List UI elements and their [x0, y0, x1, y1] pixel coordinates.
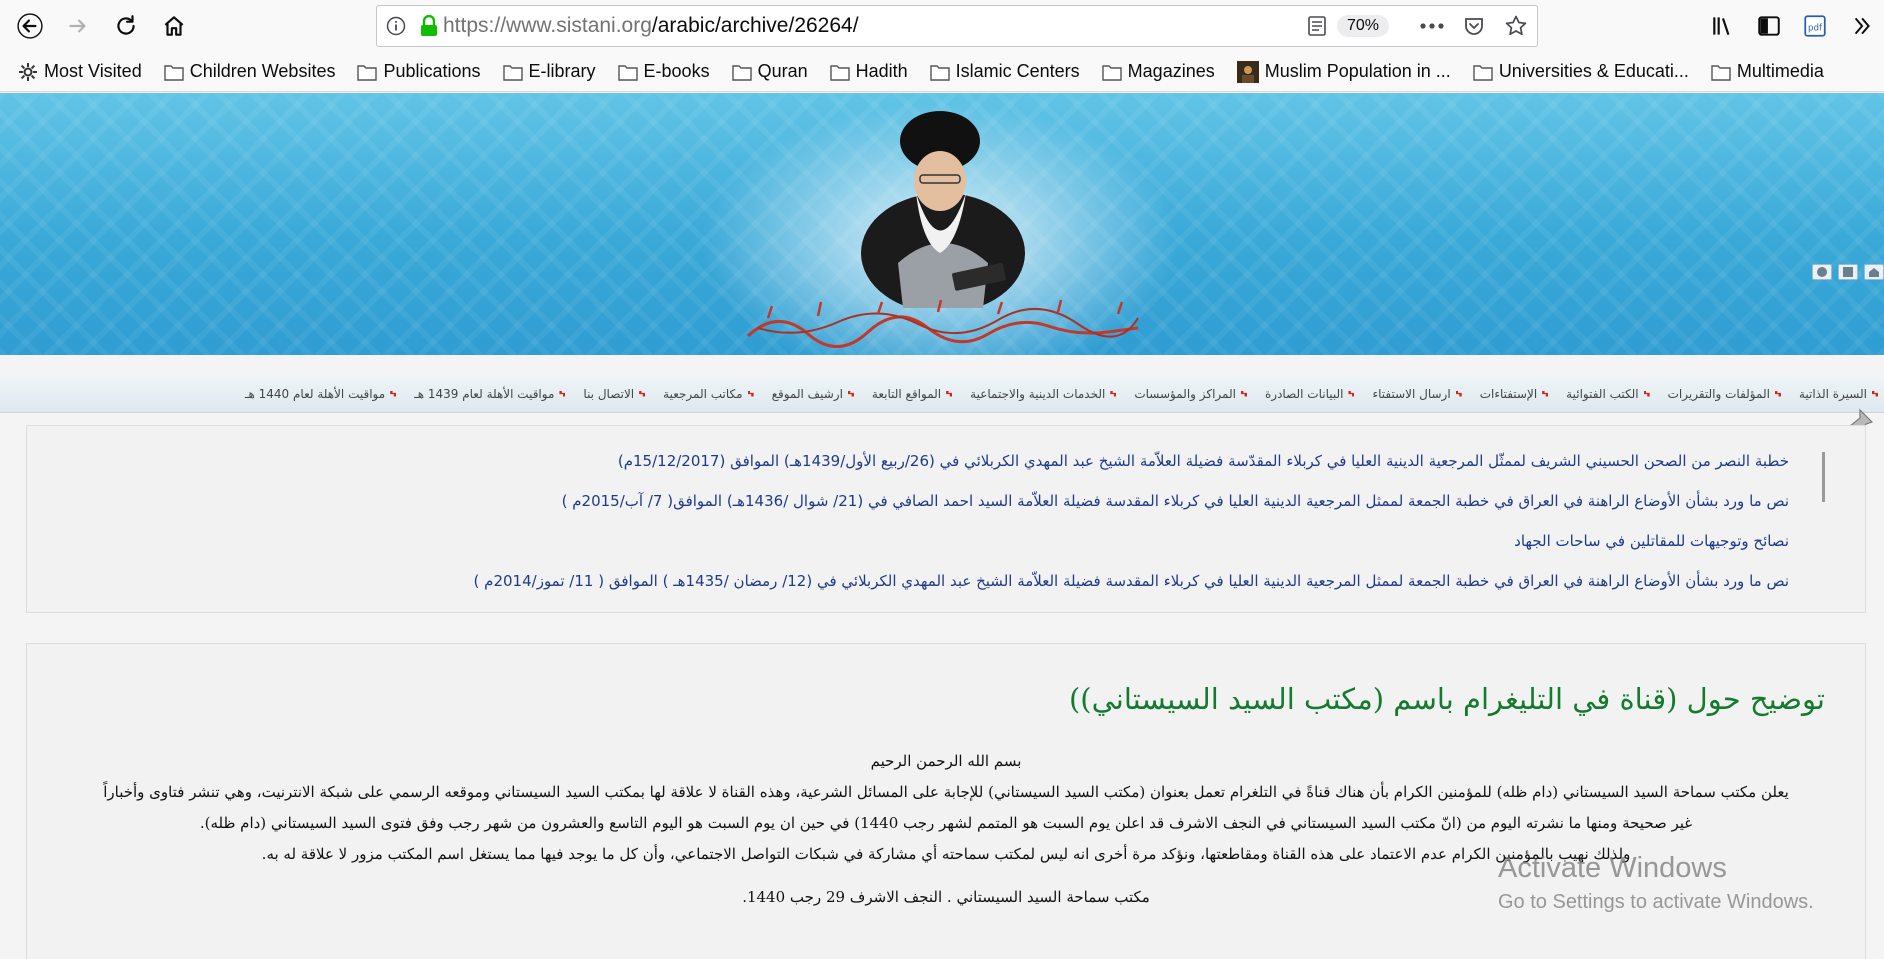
bookmark-label: Islamic Centers: [955, 61, 1080, 81]
folder-icon: [164, 63, 184, 81]
back-button[interactable]: [10, 6, 50, 46]
bookmark-muslim-population[interactable]: [1237, 61, 1451, 83]
menu-bullet-icon: [1872, 391, 1878, 397]
site-calligraphy-logo: [738, 298, 1148, 348]
menu-bullet-icon: [1348, 391, 1354, 397]
bookmark-folder-e-library[interactable]: [503, 61, 596, 82]
menu-item-works[interactable]: [1668, 387, 1781, 401]
menu-item-biography[interactable]: [1799, 387, 1878, 401]
bookmark-label: Quran: [757, 61, 808, 81]
url-text[interactable]: [443, 14, 1297, 38]
globe-icon[interactable]: [1812, 264, 1832, 280]
menu-item-offices[interactable]: [663, 387, 753, 401]
menu-item-statements[interactable]: [1265, 387, 1354, 401]
folder-icon: [830, 63, 850, 81]
menu-item-label: السيرة الذاتية: [1798, 386, 1867, 401]
folder-icon: [1473, 63, 1493, 81]
forward-arrow-icon: [65, 13, 91, 39]
bookmark-most-visited[interactable]: [18, 61, 142, 82]
menu-bullet-icon: [1241, 391, 1247, 397]
menu-item-label: مواقيت الأهلة لعام 1440 هـ: [244, 386, 386, 401]
menu-item-centers[interactable]: [1134, 387, 1247, 401]
info-icon[interactable]: [377, 16, 415, 36]
bookmark-star-icon[interactable]: [1495, 14, 1537, 38]
site-favicon-icon: [1237, 61, 1259, 83]
menu-item-fatwa-books[interactable]: [1566, 387, 1649, 401]
article-paragraph: ولذلك نهيب بالمؤمنين الكرام عدم الاعتماد على هذه القناة ومقاطعتها، ونؤكد مرة أخرى انه ليس لمكتب سماحته أي مشاركة في شبكات التواصل الاجتماعي، وأن كل ما يوجد فيها مما يستغل اسم المكتب مزور لا علاقة له به.: [261, 845, 1631, 863]
article-signature: مكتب سماحة السيد السيستاني . النجف الاشرف 29 رجب 1440.: [742, 888, 1150, 906]
bookmark-folder-children-websites[interactable]: [164, 61, 336, 82]
menu-item-archive[interactable]: [772, 387, 854, 401]
rss-icon[interactable]: [1838, 264, 1858, 280]
menu-bullet-icon: [748, 391, 754, 397]
svg-text:pdf: pdf: [1807, 23, 1823, 34]
activate-windows-watermark: [1498, 852, 1814, 914]
menu-bullet-icon: [1775, 391, 1781, 397]
bookmark-label: E-books: [643, 61, 710, 81]
library-icon: [1710, 13, 1736, 39]
menu-item-label: مكاتب المرجعية: [663, 386, 743, 401]
browser-toolbar: [0, 0, 1884, 52]
archive-ticker-box: [26, 425, 1866, 613]
bookmark-folder-magazines[interactable]: [1102, 61, 1215, 82]
menu-bullet-icon: [1456, 391, 1462, 397]
folder-icon: [732, 63, 752, 81]
reader-view-icon[interactable]: [1297, 15, 1337, 37]
watermark-subtitle: Go to Settings to activate Windows.: [1498, 891, 1814, 913]
article-paragraph: يعلن مكتب سماحة السيد السيستاني (دام ظله) للمؤمنين الكرام بأن هناك قناةً في التلغرام تعمل بعنوان (مكتب السيد السيستاني) للإجابة على المسائل الشرعية، وهذه القناة لا علاقة لها بمكتب السيد السيستاني وموقعه الرسمي على شبكة الانترنيت، وهي تنشر فتاوى وأخباراً: [103, 783, 1789, 801]
toolbar-right: [1700, 0, 1884, 52]
bookmark-folder-multimedia[interactable]: [1711, 61, 1824, 82]
back-arrow-icon: [17, 13, 43, 39]
archive-link[interactable]: نص ما ورد بشأن الأوضاع الراهنة في العراق في خطبة الجمعة لممثل المرجعية الدينية العليا في كربلاء المقدسة فضيلة العلاّمة الشيخ عبد المهدي الكربلائي في (12/ رمضان /1435هـ ) الموافق ( 11/ تموز/2014م ): [473, 572, 1789, 590]
menu-item-send-question[interactable]: [1372, 387, 1461, 401]
url-bar[interactable]: [376, 5, 1538, 47]
zoom-level-badge[interactable]: 70%: [1337, 15, 1389, 37]
menu-bullet-icon: [639, 391, 645, 397]
folder-icon: [618, 63, 638, 81]
menu-bullet-icon: [390, 391, 396, 397]
bookmark-folder-e-books[interactable]: [618, 61, 710, 82]
double-chevron-icon: [1848, 13, 1874, 39]
menu-item-label: المؤلفات والتقريرات: [1667, 386, 1770, 401]
bookmark-label: Muslim Population in ...: [1264, 61, 1451, 81]
article-basmala: بسم الله الرحمن الرحيم: [870, 752, 1022, 770]
url-path: /arabic/archive/26264/: [651, 14, 859, 37]
reload-icon: [113, 13, 139, 39]
forward-button[interactable]: [58, 6, 98, 46]
menu-item-label: البيانات الصادرة: [1264, 386, 1344, 401]
menu-item-label: الإستفتاءات: [1479, 386, 1538, 401]
page-actions-icon[interactable]: [1411, 23, 1453, 29]
menu-bullet-icon: [1542, 391, 1548, 397]
bookmark-label: Magazines: [1127, 61, 1215, 81]
menu-bullet-icon: [848, 391, 854, 397]
archive-link[interactable]: نصائح وتوجيهات للمقاتلين في ساحات الجهاد: [1514, 532, 1789, 550]
pdf-extension-button[interactable]: [1792, 6, 1838, 46]
home-icon[interactable]: [1864, 264, 1884, 280]
bookmark-folder-universities[interactable]: [1473, 61, 1689, 82]
site-header-banner: [0, 93, 1884, 355]
menu-item-label: ارسال الاستفتاء: [1372, 386, 1451, 401]
header-utility-icons: [1812, 264, 1884, 280]
sidebar-icon: [1756, 13, 1782, 39]
sidebar-button[interactable]: [1746, 6, 1792, 46]
folder-icon: [1102, 63, 1122, 81]
menu-item-label: مواقيت الأهلة لعام 1439 هـ: [414, 386, 555, 401]
bookmark-folder-publications[interactable]: [357, 61, 480, 82]
ticker-scrollbar[interactable]: [1822, 452, 1825, 502]
menu-item-label: المواقع التابعة: [871, 386, 942, 401]
scholar-portrait-image: [858, 103, 1028, 308]
bookmark-label: Publications: [383, 61, 481, 81]
gear-icon: [18, 62, 38, 82]
menu-item-services[interactable]: [970, 387, 1116, 401]
bookmark-folder-hadith[interactable]: [830, 61, 908, 82]
bookmark-folder-quran[interactable]: [732, 61, 808, 82]
menu-item-contact[interactable]: [583, 387, 645, 401]
pdf-extension-icon: [1802, 13, 1828, 39]
article-title: توضيح حول (قناة في التليغرام باسم (مكتب السيد السيستاني)): [1068, 682, 1825, 716]
folder-icon: [503, 63, 523, 81]
article-paragraph: غير صحيحة ومنها ما نشرته اليوم من (انّ مكتب السيد السيستاني في النجف الاشرف قد اعلن يوم السبت هو المتمم لشهر رجب 1440) في حين ان يوم السبت هو اليوم التاسع والعشرون من شهر رجب وفق فتوى السيد السيستاني (دام ظله).: [199, 814, 1693, 832]
bookmark-label: Children Websites: [189, 61, 336, 81]
home-icon: [161, 13, 187, 39]
folder-icon: [357, 63, 377, 81]
folder-icon: [1711, 63, 1731, 81]
bookmarks-toolbar: [0, 52, 1884, 92]
bookmark-label: E-library: [528, 61, 596, 81]
url-host: https://www.sistani.org: [443, 14, 652, 37]
menu-item-affiliated-sites[interactable]: [872, 387, 952, 401]
bookmark-label: Universities & Educati...: [1498, 61, 1689, 81]
menu-overflow-button[interactable]: [1838, 6, 1884, 46]
bookmark-label: Most Visited: [44, 61, 142, 81]
archive-link[interactable]: خطبة النصر من الصحن الحسيني الشريف لممثّل المرجعية الدينية العليا في كربلاء المقدّسة فضيلة العلاّمة الشيخ عبد المهدي الكربلائي في (26/ربيع الأول/1439هـ) الموافق (15/12/2017م): [617, 452, 1789, 470]
menu-item-label: ارشيف الموقع: [771, 386, 843, 401]
home-button[interactable]: [154, 6, 194, 46]
bookmark-label: Multimedia: [1736, 61, 1824, 81]
menu-bullet-icon: [1644, 391, 1650, 397]
archive-link[interactable]: نص ما ورد بشأن الأوضاع الراهنة في العراق في خطبة الجمعة لممثل المرجعية الدينية العليا في كربلاء المقدسة فضيلة العلاّمة السيد احمد الصافي في (21/ شوال /1436هـ) الموافق( 7/ آب/2015م ): [561, 492, 1789, 510]
menu-item-moon-1440[interactable]: [245, 387, 396, 401]
reload-button[interactable]: [106, 6, 146, 46]
menu-item-label: الخدمات الدينية والاجتماعية: [970, 386, 1106, 401]
folder-icon: [930, 63, 950, 81]
pocket-icon[interactable]: [1453, 15, 1495, 37]
menu-item-label: المراكز والمؤسسات: [1134, 386, 1236, 401]
menu-item-label: الكتب الفتوائية: [1566, 386, 1639, 401]
library-button[interactable]: [1700, 6, 1746, 46]
menu-bullet-icon: [1110, 391, 1116, 397]
menu-bullet-icon: [559, 391, 565, 397]
menu-bullet-icon: [946, 391, 952, 397]
bookmark-label: Hadith: [855, 61, 908, 81]
bookmark-folder-islamic-centers[interactable]: [930, 61, 1080, 82]
lock-icon[interactable]: [415, 15, 443, 37]
menu-item-questions[interactable]: [1480, 387, 1548, 401]
site-main-menu: [0, 375, 1884, 413]
menu-item-label: الاتصال بنا: [583, 386, 635, 401]
watermark-title: Activate Windows: [1498, 852, 1727, 884]
menu-item-moon-1439[interactable]: [414, 387, 565, 401]
